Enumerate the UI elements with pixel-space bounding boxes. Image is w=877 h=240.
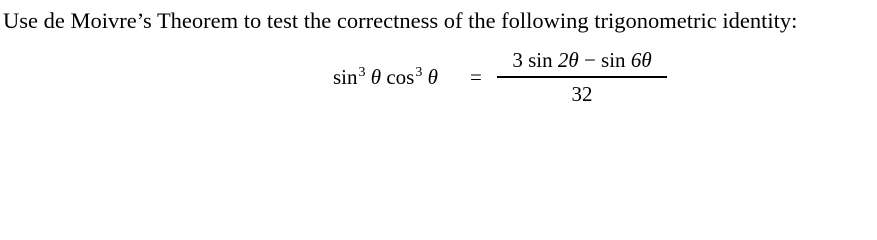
fraction-bar <box>497 76 667 78</box>
sin-argument: 6θ <box>630 48 652 72</box>
minus-sign: − <box>583 48 596 72</box>
fraction <box>497 45 667 107</box>
sin-exponent: 3 <box>358 65 366 80</box>
equation-left-side <box>333 64 438 94</box>
sin-function: sin <box>333 65 358 89</box>
theta-variable: θ <box>370 65 382 89</box>
sin-function: sin <box>601 48 626 72</box>
theta-variable: θ <box>427 65 438 89</box>
cos-function: cos <box>386 65 415 89</box>
equals-sign: = <box>470 65 482 89</box>
question-prompt: Use de Moivre’s Theorem to test the correctness of the following trigonometric identity: <box>3 8 798 33</box>
cos-exponent: 3 <box>415 65 423 80</box>
sin-argument: 2θ <box>557 48 579 72</box>
fraction-denominator: 32 <box>571 82 593 106</box>
numerator-coefficient: 3 <box>512 48 523 72</box>
sin-function: sin <box>528 48 553 72</box>
fraction-numerator <box>497 47 667 73</box>
